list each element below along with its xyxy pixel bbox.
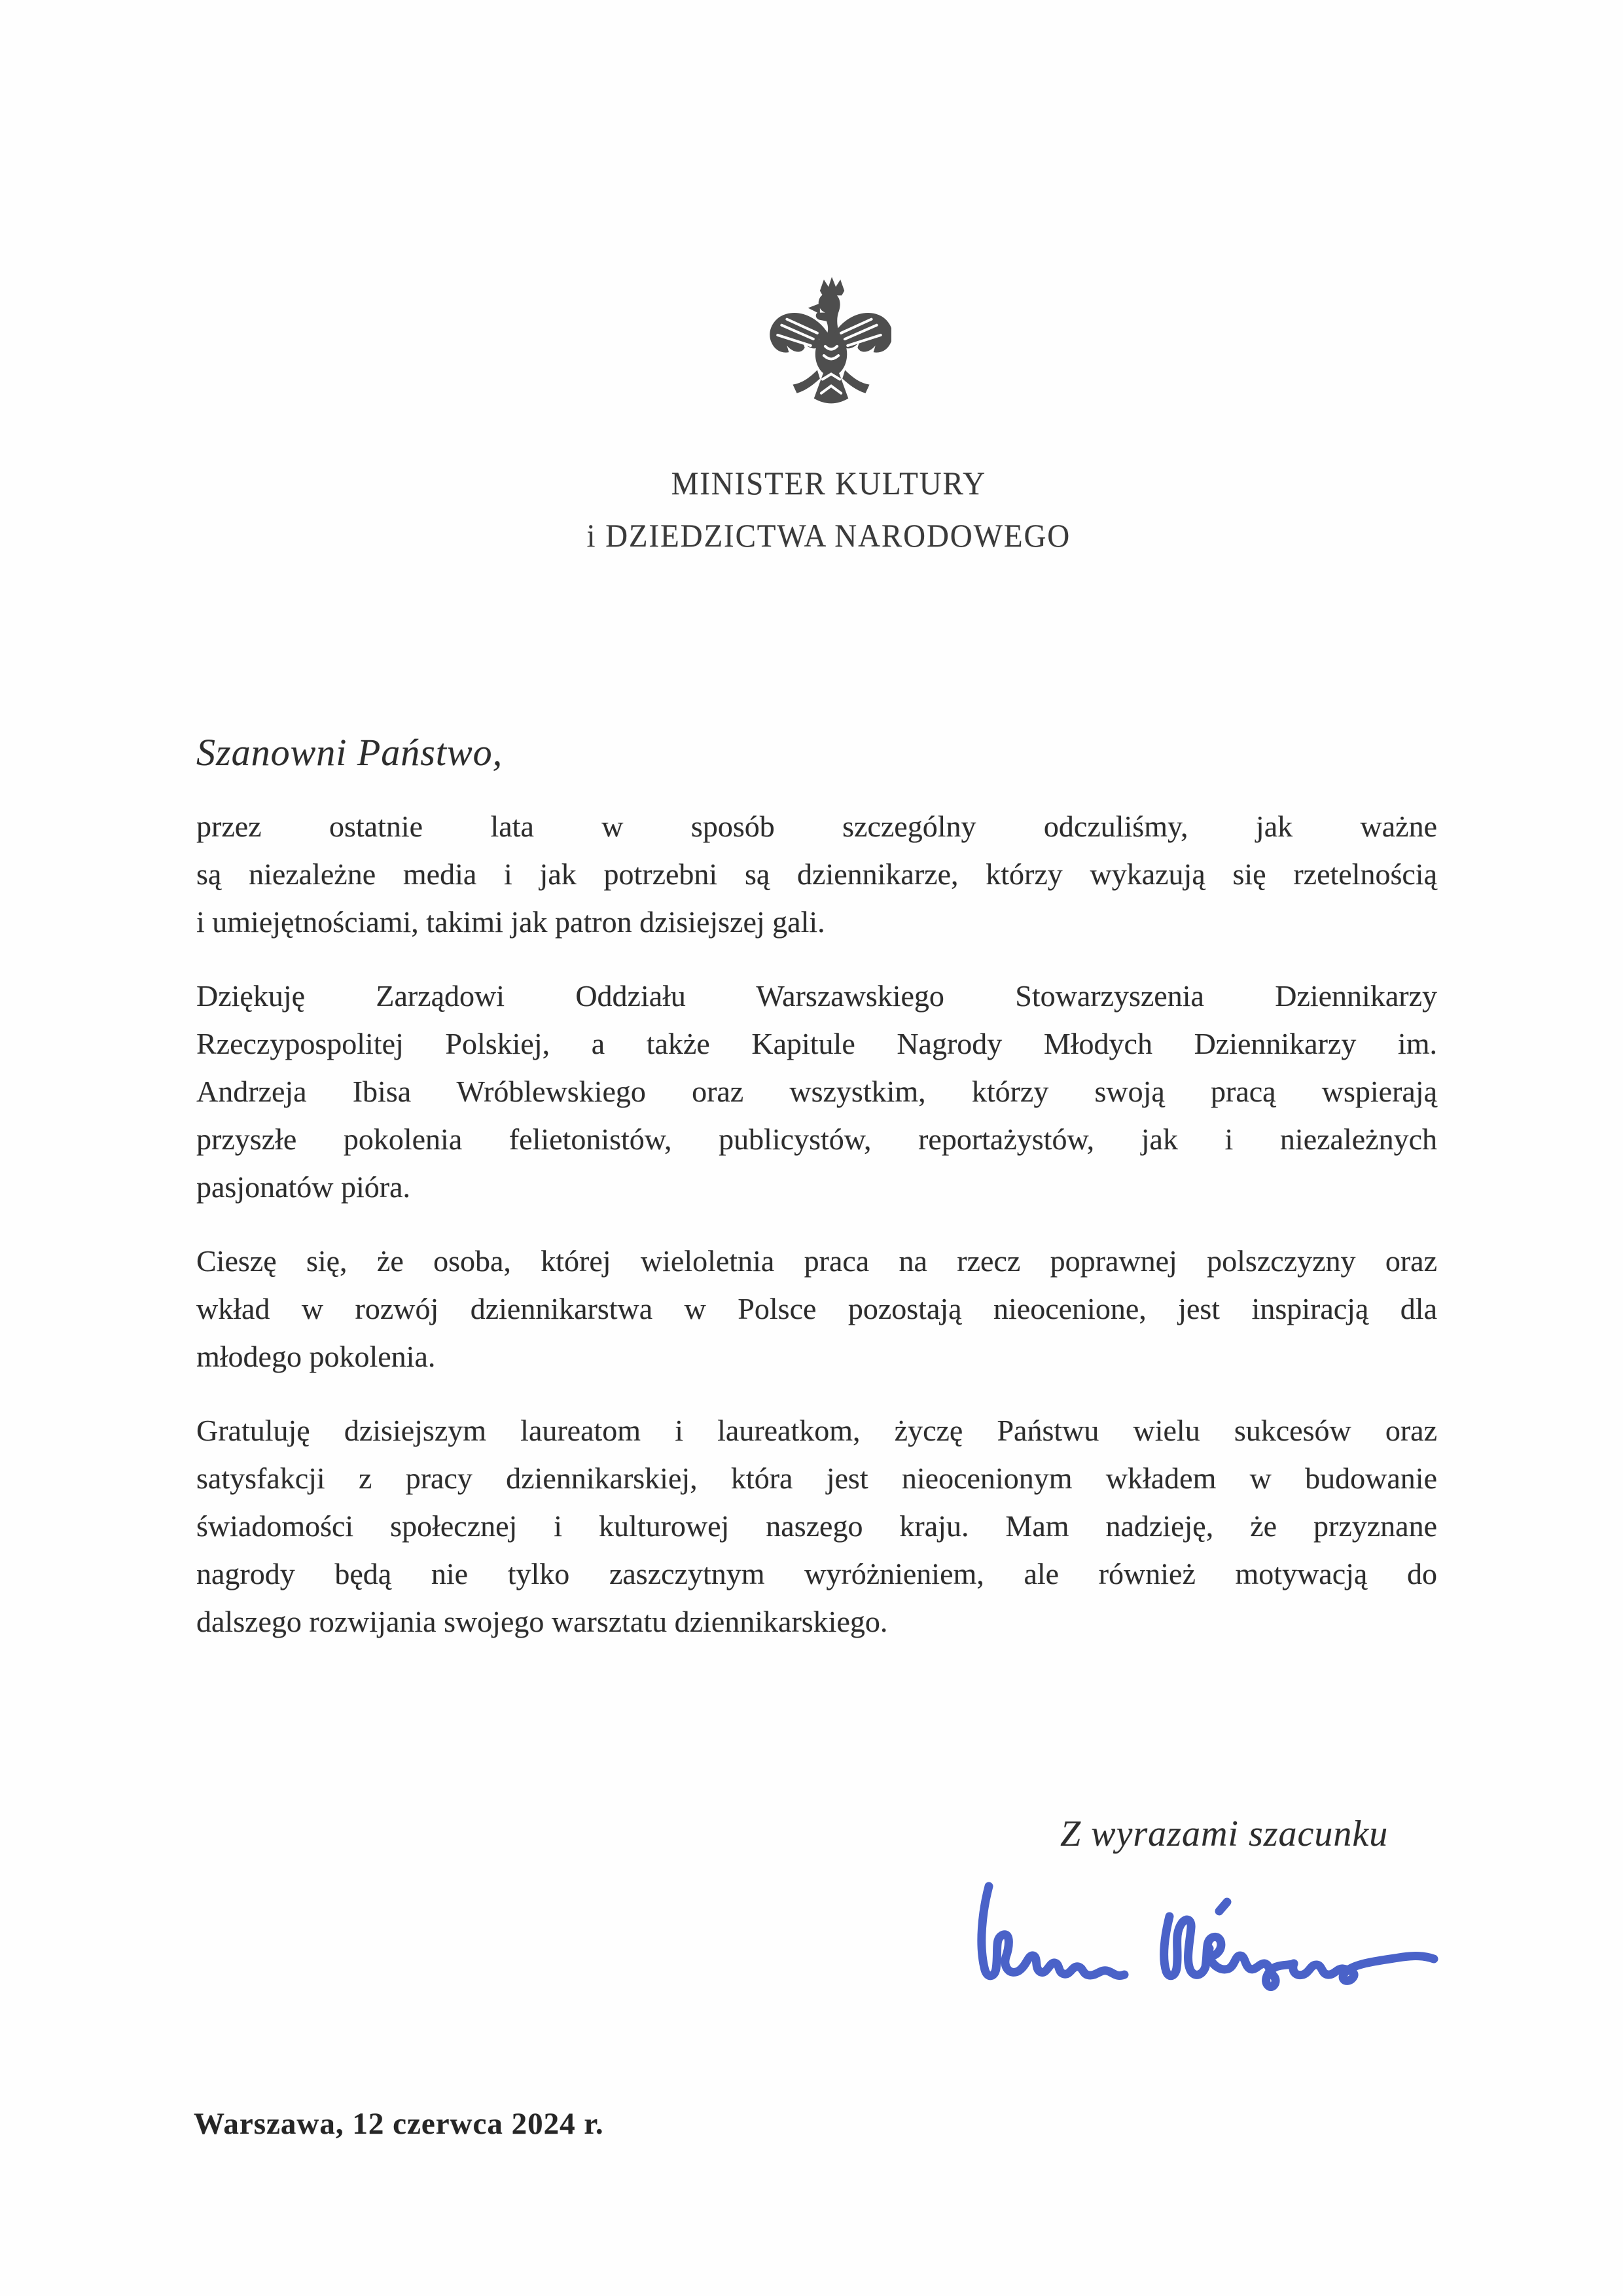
paragraph-line: przyszłe pokolenia felietonistów, publicystów, reportażystów, jak i niezależnych — [196, 1122, 1437, 1156]
paragraph-line: satysfakcji z pracy dziennikarskiej, która jest nieocenionym wkładem w budowanie — [196, 1462, 1437, 1495]
paragraph-line: wkład w rozwój dziennikarstwa w Polsce pozostają nieocenione, jest inspiracją dla — [196, 1292, 1437, 1325]
paragraph-line: są niezależne media i jak potrzebni są dziennikarze, którzy wykazują się rzetelnością — [196, 857, 1437, 891]
paragraph-line: Andrzeja Ibisa Wróblewskiego oraz wszystkim, którzy swoją pracą wspierają — [196, 1075, 1437, 1108]
paragraph-line: Cieszę się, że osoba, której wieloletnia praca na rzecz poprawnej polszczyzny oraz — [196, 1244, 1437, 1278]
paragraph — [196, 1237, 1437, 1380]
handwritten-signature — [965, 1872, 1450, 1996]
letterhead-line-2: i DZIEDZICTWA NARODOWEGO — [586, 517, 1071, 554]
paragraph — [196, 972, 1437, 1211]
paragraph-line: nagrody będą nie tylko zaszczytnym wyróżnieniem, ale również motywacją do — [196, 1557, 1437, 1590]
letterhead-line-1: MINISTER KULTURY — [671, 465, 987, 501]
polish-eagle-emblem-icon — [767, 272, 891, 412]
body-paragraphs — [196, 802, 1437, 1672]
paragraph-line: Rzeczypospolitej Polskiej, a także Kapitule Nagrody Młodych Dziennikarzy im. — [196, 1027, 1437, 1060]
paragraph-line: pasjonatów pióra. — [196, 1170, 411, 1204]
letterhead — [48, 457, 1574, 562]
paragraph-line: dalszego rozwijania swojego warsztatu dziennikarskiego. — [196, 1605, 888, 1638]
paragraph-line: młodego pokolenia. — [196, 1340, 436, 1373]
paragraph-line: Dziękuję Zarządowi Oddziału Warszawskiego Stowarzyszenia Dziennikarzy — [196, 979, 1437, 1013]
place-date: Warszawa, 12 czerwca 2024 r. — [194, 2107, 604, 2141]
paragraph — [196, 1407, 1437, 1645]
paragraph-line: przez ostatnie lata w sposób szczególny odczuliśmy, jak ważne — [196, 810, 1437, 843]
closing-phrase: Z wyrazami szacunku — [1060, 1814, 1389, 1854]
paragraph-line: Gratuluję dzisiejszym laureatom i laureatkom, życzę Państwu wielu sukcesów oraz — [196, 1414, 1437, 1447]
paragraph-line: świadomości społecznej i kulturowej naszego kraju. Mam nadzieję, że przyznane — [196, 1509, 1437, 1543]
paragraph-line: i umiejętnościami, takimi jak patron dzisiejszej gali. — [196, 905, 825, 939]
paragraph — [196, 802, 1437, 946]
salutation: Szanowni Państwo, — [196, 731, 503, 774]
